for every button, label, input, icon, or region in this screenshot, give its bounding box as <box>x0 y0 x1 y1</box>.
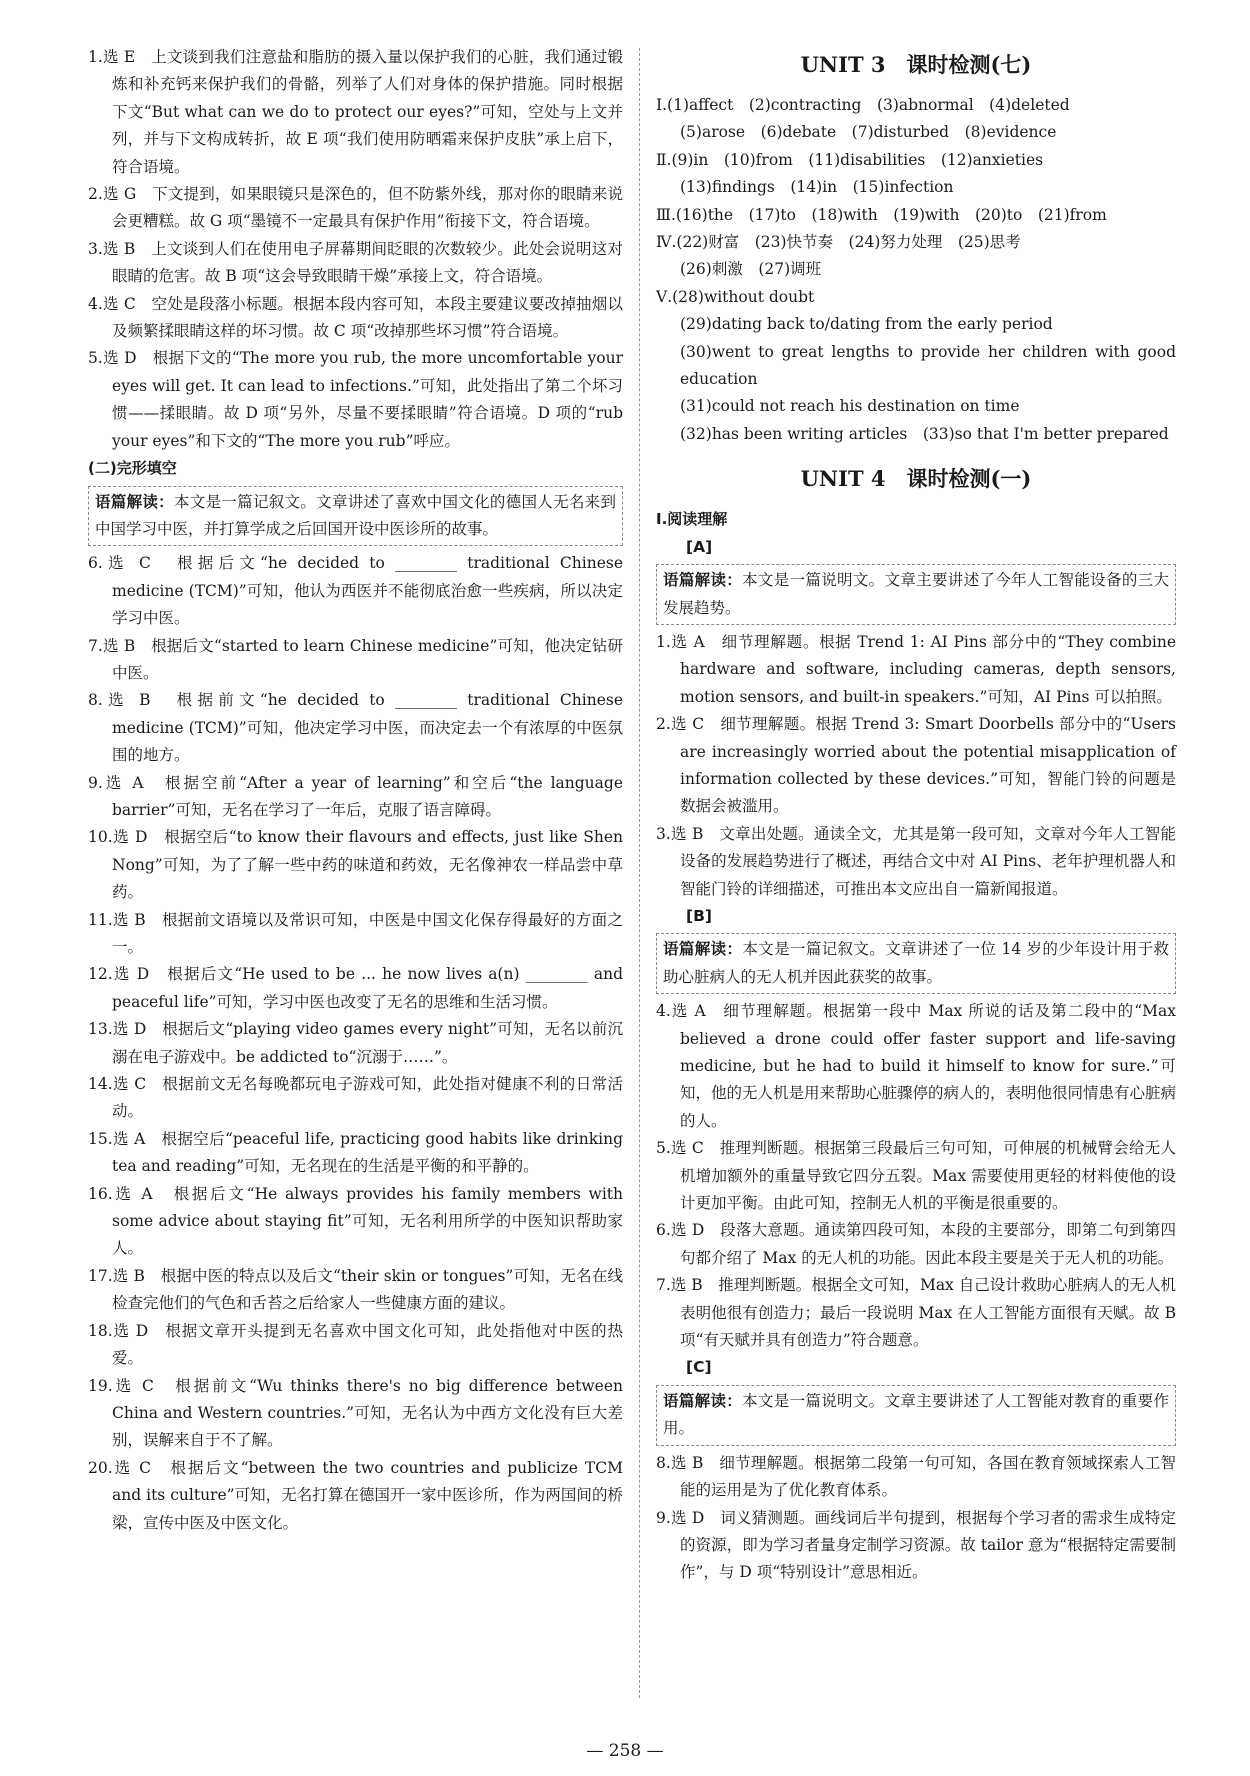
summary-label: 语篇解读： <box>663 571 743 590</box>
unit3-line: (30)went to great lengths to provide her children with good education <box>680 342 1176 389</box>
passage-a-tag: [A] <box>686 537 713 556</box>
summary-text: 本文是一篇说明文。文章主要讲述了今年人工智能设备的三大发展趋势。 <box>663 571 1169 617</box>
answer-item: 8.选 B 根据前文“he decided to ________ traditional Chinese medicine (TCM)”可知，他决定学习中医，而决定去一个有浓厚的中医氛围的地方。 <box>88 691 623 765</box>
answer-item: 4.选 C 空处是段落小标题。根据本段内容可知，本段主要建议要改掉抽烟以及频繁揉眼睛这样的坏习惯。故 C 项“改掉那些坏习惯”符合语境。 <box>88 294 623 341</box>
passage-b-summary-box <box>656 933 1176 994</box>
unit3-line: Ⅰ.(1)affect (2)contracting (3)abnormal (4)deleted <box>656 96 1070 114</box>
answer-item: 19.选 C 根据前文“Wu thinks there's no big difference between China and Western countries.”可知，无名认为中西方文化没有巨大差别，误解来自于不了解。 <box>88 1376 623 1450</box>
unit3-line: (13)findings (14)in (15)infection <box>680 178 954 197</box>
answer-item: 9.选 A 根据空前“After a year of learning”和空后“the language barrier”可知，无名在学习了一年后，克服了语言障碍。 <box>88 773 623 819</box>
unit3-line: Ⅲ.(16)the (17)to (18)with (19)with (20)to (21)from <box>656 205 1107 224</box>
answer-item: 5.选 D 根据下文的“The more you rub, the more uncomfortable your eyes will get. It can lead to infections.”可知，此处指出了第二个坏习惯——揉眼睛。故 D 项“另外，尽量不要揉眼睛”符合语境。D 项的“rub your eyes”和下文的“The more you rub”呼应。 <box>88 349 623 450</box>
answer-item: 5.选 C 推理判断题。根据第三段最后三句可知，可伸展的机械臂会给无人机增加额外的重量导致它四分五裂。Max 需要使用更轻的材料使他的设计更加平衡。由此可知，控制无人机的平衡是很重要的。 <box>656 1139 1176 1213</box>
passage-a-summary-box <box>656 564 1176 625</box>
summary-text: 本文是一篇记叙文。文章讲述了喜欢中国文化的德国人无名来到中国学习中医，并打算学成之后回国开设中医诊所的故事。 <box>95 492 616 538</box>
summary-text: 本文是一篇说明文。文章主要讲述了人工智能对教育的重要作用。 <box>663 1391 1169 1438</box>
answer-item: 10.选 D 根据空后“to know their flavours and effects, just like Shen Nong”可知，为了了解一些中药的味道和药效，无名像神农一样品尝中草药。 <box>88 828 623 902</box>
unit3-title: UNIT 3 课时检测(七) <box>800 52 1032 77</box>
unit3-line: (29)dating back to/dating from the early period <box>680 315 1053 334</box>
answer-item: 15.选 A 根据空后“peaceful life, practicing good habits like drinking tea and reading”可知，无名现在的生活是平衡的和平静的。 <box>88 1129 623 1176</box>
page-number: — 258 — <box>586 1741 664 1761</box>
cloze-heading: (二)完形填空 <box>88 459 177 478</box>
reading-heading: Ⅰ.阅读理解 <box>656 510 728 529</box>
summary-text: 本文是一篇记叙文。文章讲述了一位 14 岁的少年设计用于救助心脏病人的无人机并因此获奖的故事。 <box>663 940 1169 986</box>
left-column <box>88 44 623 1537</box>
answer-item: 7.选 B 推理判断题。根据全文可知，Max 自己设计救助心脏病人的无人机表明他很有创造力；最后一段说明 Max 在人工智能方面很有天赋。故 B 项“有天赋并具有创造力”符合题意。 <box>656 1276 1176 1350</box>
passage-b-tag: [B] <box>686 906 712 925</box>
unit3-line: (26)刺激 (27)调班 <box>680 260 822 279</box>
summary-label: 语篇解读： <box>95 492 174 511</box>
cloze-summary-box <box>88 486 623 547</box>
answer-item: 2.选 C 细节理解题。根据 Trend 3: Smart Doorbells 部分中的“Users are increasingly worried about the potential misapplication of information collected by these devices.”可知，智能门铃的问题是数据会被滥用。 <box>656 715 1176 816</box>
answer-item: 6.选 D 段落大意题。通读第四段可知，本段的主要部分，即第二句到第四句都介绍了 Max 的无人机的功能。因此本段主要是关于无人机的功能。 <box>656 1221 1176 1267</box>
answer-item: 11.选 B 根据前文语境以及常识可知，中医是中国文化保存得最好的方面之一。 <box>88 910 623 956</box>
summary-label: 语篇解读： <box>663 940 743 959</box>
unit3-line: (32)has been writing articles (33)so that I'm better prepared <box>680 424 1169 443</box>
answer-item: 4.选 A 细节理解题。根据第一段中 Max 所说的话及第二段中的“Max believed a drone could offer faster support and life-saving medicine, but he had to build it himself to know for sure.”可知，他的无人机是用来帮助心脏骤停的病人的，表明他很同情患有心脏病的人。 <box>656 1002 1177 1130</box>
unit3-line: Ⅱ.(9)in (10)from (11)disabilities (12)anxieties <box>656 150 1044 169</box>
passage-c-tag: [C] <box>686 1358 712 1377</box>
answer-item: 18.选 D 根据文章开头提到无名喜欢中国文化可知，此处指他对中医的热爱。 <box>88 1321 623 1368</box>
answer-item: 17.选 B 根据中医的特点以及后文“their skin or tongues”可知，无名在线检查完他们的气色和舌苔之后给家人一些健康方面的建议。 <box>88 1266 623 1313</box>
answer-item: 1.选 E 上文谈到我们注意盐和脂肪的摄入量以保护我们的心脏，我们通过锻炼和补充钙来保护我们的骨骼，列举了人们对身体的保护措施。同时根据下文“But what can we do to protect our eyes?”可知，空处与上文并列，并与下文构成转折，故 E 项“我们使用防晒霜来保护皮肤”承上启下，符合语境。 <box>88 48 623 176</box>
answer-item: 3.选 B 文章出处题。通读全文，尤其是第一段可知，文章对今年人工智能设备的发展趋势进行了概述，再结合文中对 AI Pins、老年护理机器人和智能门铃的详细描述，可推出本文应出自一篇新闻报道。 <box>656 824 1176 898</box>
passage-c-summary-box <box>656 1385 1176 1446</box>
unit4-title: UNIT 4 课时检测(一) <box>800 466 1032 492</box>
answer-item: 9.选 D 词义猜测题。画线词后半句提到，根据每个学习者的需求生成特定的资源，即为学习者量身定制学习资源。故 tailor 意为“根据特定需要制作”，与 D 项“特别设计”意思相近。 <box>656 1508 1176 1582</box>
answer-item: 14.选 C 根据前文无名每晚都玩电子游戏可知，此处指对健康不利的日常活动。 <box>88 1075 623 1121</box>
answer-item: 3.选 B 上文谈到人们在使用电子屏幕期间眨眼的次数较少。此处会说明这对眼睛的危害。故 B 项“这会导致眼睛干燥”承接上文，符合语境。 <box>88 239 623 286</box>
answer-item: 20.选 C 根据后文“between the two countries and publicize TCM and its culture”可知，无名打算在德国开一家中医诊所，作为两国间的桥梁，宣传中医及中医文化。 <box>88 1458 623 1532</box>
answer-item: 6.选 C 根据后文“he decided to ________ traditional Chinese medicine (TCM)”可知，他认为西医并不能彻底治愈一些疾病，所以决定学习中医。 <box>88 554 623 628</box>
unit3-line: Ⅳ.(22)财富 (23)快节奏 (24)努力处理 (25)思考 <box>656 233 1021 252</box>
answer-item: 7.选 B 根据后文“started to learn Chinese medicine”可知，他决定钻研中医。 <box>88 636 623 682</box>
unit3-line: (5)arose (6)debate (7)disturbed (8)evidence <box>680 123 1057 142</box>
answer-item: 8.选 B 细节理解题。根据第二段第一句可知，各国在教育领域探索人工智能的运用是为了优化教育体系。 <box>656 1453 1176 1500</box>
column-divider <box>639 48 640 1698</box>
summary-label: 语篇解读： <box>663 1391 743 1410</box>
right-column <box>656 44 1176 1587</box>
answer-item: 1.选 A 细节理解题。根据 Trend 1: AI Pins 部分中的“They combine hardware and software, including cameras, depth sensors, motion sensors, and built-in speakers.”可知，AI Pins 可以拍照。 <box>656 632 1176 706</box>
unit3-line: Ⅴ.(28)without doubt <box>656 287 815 306</box>
answer-item: 12.选 D 根据后文“He used to be ... he now lives a(n) ________ and peaceful life”可知，学习中医也改变了无名的思维和生活习惯。 <box>88 965 623 1011</box>
answer-item: 2.选 G 下文提到，如果眼镜只是深色的，但不防紫外线，那对你的眼睛来说会更糟糕。故 G 项“墨镜不一定最具有保护作用”衔接下文，符合语境。 <box>88 185 623 231</box>
answer-item: 13.选 D 根据后文“playing video games every night”可知，无名以前沉溺在电子游戏中。be addicted to“沉溺于……”。 <box>88 1020 623 1066</box>
unit3-line: (31)could not reach his destination on time <box>680 397 1020 416</box>
answer-item: 16.选 A 根据后文“He always provides his family members with some advice about staying fit”可知，无名利用所学的中医知识帮助家人。 <box>88 1184 623 1258</box>
